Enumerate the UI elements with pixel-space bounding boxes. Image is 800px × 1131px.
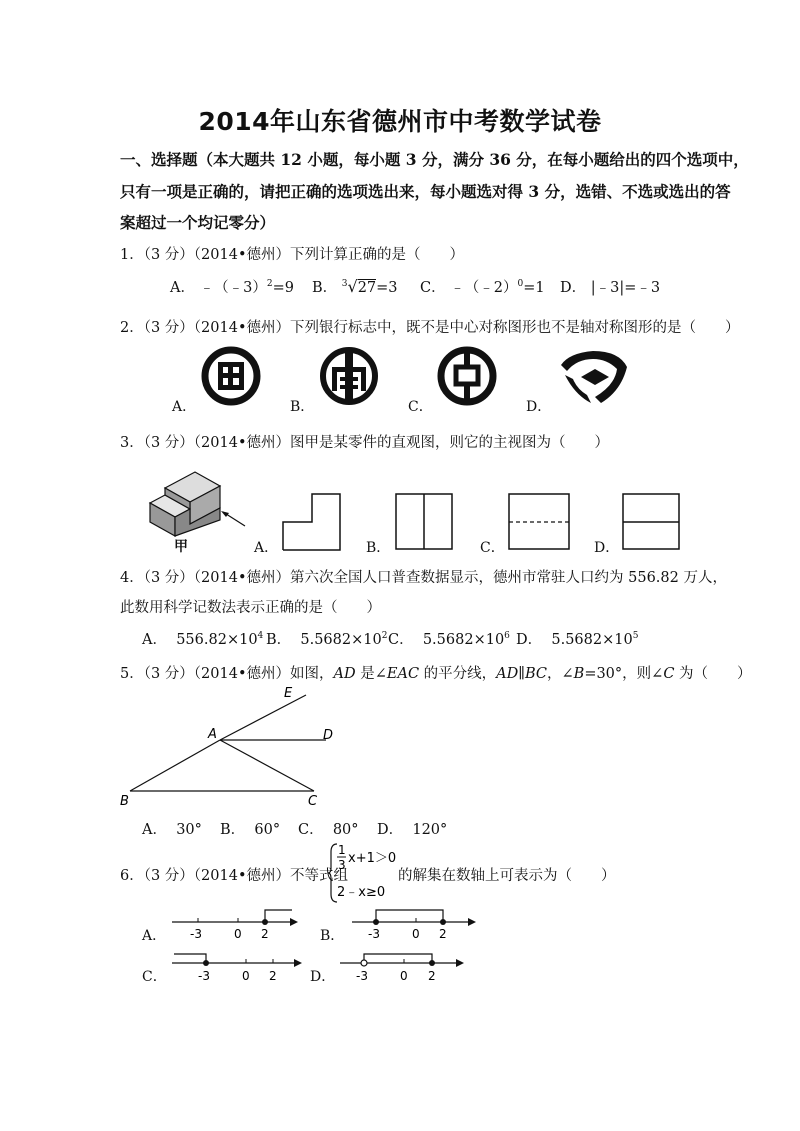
q5-point-d-label: D (323, 728, 334, 743)
q6-option-a-label: A． (142, 928, 167, 944)
q6-option-b-label: B． (320, 928, 345, 944)
q6a-tick-2: 2 (261, 927, 269, 941)
q6-option-c-number-line (170, 950, 305, 986)
q6-inequality-system (328, 842, 408, 904)
q1-stem: 1．（3 分）（2014•德州）下列计算正确的是（ ） (120, 247, 465, 263)
q5-point-a-label: A (208, 727, 217, 742)
section-intro-line2: 只有一项是正确的，请把正确的选项选出来，每小题选对得 3 分，选错、不选或选出的答 (120, 182, 731, 201)
q6b-tick-0: 0 (412, 927, 420, 941)
q1-option-a: A． ﹣（﹣3）$^2$=9 (170, 279, 294, 296)
q6-option-c-label: C． (142, 969, 167, 985)
q6d-tick-m3: -3 (356, 969, 368, 983)
q3-option-c-label: C． (480, 540, 505, 556)
q6b-tick-m3: -3 (368, 927, 380, 941)
q2-option-c-label: C． (408, 399, 433, 415)
q6-option-d-label: D． (310, 969, 336, 985)
q3-isometric-part-figure (145, 458, 255, 553)
q3-option-a-label: A． (254, 540, 279, 556)
q5-point-c-label: C (308, 794, 318, 809)
q5-triangle-figure (118, 685, 478, 810)
q3-option-a-figure (282, 493, 342, 551)
q3-option-d-label: D． (594, 540, 620, 556)
q3-option-b-figure (395, 493, 455, 551)
q3-option-b-label: B． (366, 540, 391, 556)
icbc-logo-icon (200, 345, 262, 407)
q3-figure-label: 甲 (174, 539, 188, 555)
q6c-tick-0: 0 (242, 969, 250, 983)
ccb-logo-icon (557, 345, 629, 407)
q6-option-b-number-line (350, 906, 480, 942)
q3-stem: 3．（3 分）（2014•德州）图甲是某零件的直观图，则它的主视图为（ ） (120, 435, 610, 451)
q2-option-d-label: D． (526, 399, 552, 415)
q6a-tick-0: 0 (234, 927, 242, 941)
q4-stem-line2: 此数用科学记数法表示正确的是（ ） (120, 600, 381, 616)
q6-fraction-numerator: 1 (338, 843, 346, 857)
q6-option-a-number-line (170, 906, 300, 942)
q5-option-c: C． 80° (298, 822, 359, 838)
boc-logo-icon (436, 345, 498, 407)
q6-inequality-2: 2﹣x≥0 (337, 885, 386, 900)
page-title: 2014年山东省德州市中考数学试卷 (198, 107, 602, 136)
abc-bank-logo-icon (318, 345, 380, 407)
section-intro-line1: 一、选择题（本大题共 12 小题，每小题 3 分，满分 36 分，在每小题给出的四个选项中， (120, 150, 749, 169)
q5-option-d: D． 120° (377, 822, 448, 838)
q6c-tick-2: 2 (269, 969, 277, 983)
q3-option-d-figure (622, 493, 682, 551)
q3-option-c-figure (508, 493, 570, 551)
q6c-tick-m3: -3 (198, 969, 210, 983)
q6d-tick-2: 2 (428, 969, 436, 983)
q5-option-a: A． 30° (142, 822, 202, 838)
q6-fraction-denominator: 3 (338, 858, 346, 872)
q5-option-b: B． 60° (220, 822, 281, 838)
q2-option-b-label: B． (290, 399, 315, 415)
q5-stem: 5．（3 分）（2014•德州）如图，AD 是∠EAC 的平分线，AD∥BC，∠B=30°，则∠C 为（ ） (120, 666, 752, 682)
q6-stem-prefix: 6．（3 分）（2014•德州）不等式组 (120, 868, 349, 884)
q6-option-d-number-line (338, 950, 468, 986)
q6-stem-suffix: 的解集在数轴上可表示为（ ） (398, 868, 616, 884)
q6a-tick-m3: -3 (190, 927, 202, 941)
q4-option-c: C． $5.5682\times 10^6$ (388, 631, 510, 648)
q5-point-b-label: B (120, 794, 129, 809)
q1-option-b: B． $^3$√27=3 (312, 277, 398, 296)
section-intro-line3: 案超过一个均记零分） (120, 213, 276, 232)
q1-option-d: D． |﹣3|=﹣3 (560, 280, 661, 296)
q5-point-e-label: E (284, 686, 293, 701)
q6b-tick-2: 2 (439, 927, 447, 941)
q4-option-b: B． $5.5682\times 10^2$ (266, 631, 388, 648)
q4-option-a: A． $556.82\times 10^4$ (142, 631, 264, 648)
q6d-tick-0: 0 (400, 969, 408, 983)
q4-stem-line1: 4．（3 分）（2014•德州）第六次全国人口普查数据显示，德州市常驻人口约为 556.82 万人， (120, 570, 727, 586)
q6-inequality-1: x+1＞0 (348, 851, 397, 866)
q2-stem: 2．（3 分）（2014•德州）下列银行标志中，既不是中心对称图形也不是轴对称图形的是（ ） (120, 320, 740, 336)
q2-option-a-label: A． (172, 399, 197, 415)
q4-option-d: D． $5.5682\times 10^5$ (516, 631, 639, 648)
q1-option-c: C． ﹣（﹣2）$^0$=1 (420, 279, 545, 296)
